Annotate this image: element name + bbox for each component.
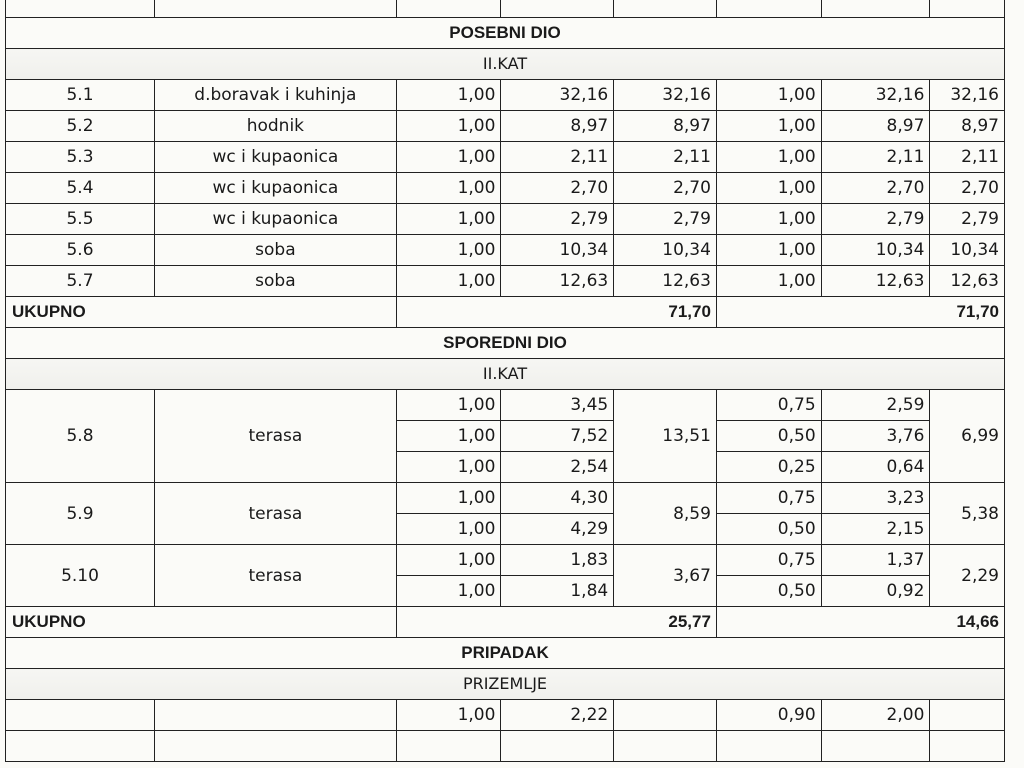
area-subtotal-cell: 2,11 xyxy=(614,142,717,173)
room-number-cell: 5.8 xyxy=(6,390,155,483)
table-row xyxy=(6,545,1005,576)
total-label: UKUPNO xyxy=(6,607,397,638)
empty-cell xyxy=(155,731,397,762)
table-row xyxy=(6,731,1005,762)
coefficient-cell: 1,00 xyxy=(716,266,821,297)
room-number-cell: 5.3 xyxy=(6,142,155,173)
reduced-area-cell: 0,64 xyxy=(821,452,930,483)
floor-header-pripadak xyxy=(6,669,1005,700)
area-subtotal-cell: 12,63 xyxy=(614,266,717,297)
total-label: UKUPNO xyxy=(6,297,397,328)
reduced-subtotal-cell: 10,34 xyxy=(930,235,1005,266)
area-cell: 1,83 xyxy=(501,545,614,576)
reduced-subtotal-cell: 8,97 xyxy=(930,111,1005,142)
section-title: PRIPADAK xyxy=(6,638,1005,669)
room-name-cell: terasa xyxy=(155,483,397,545)
total-row xyxy=(6,607,1005,638)
area-cell: 2,11 xyxy=(501,142,614,173)
coefficient-cell: 0,75 xyxy=(716,545,821,576)
total-reduced-cell: 14,66 xyxy=(716,607,1004,638)
table-row xyxy=(6,80,1005,111)
table-row xyxy=(6,266,1005,297)
reduced-area-cell: 1,37 xyxy=(821,545,930,576)
reduced-subtotal-cell: 2,29 xyxy=(930,545,1005,607)
coefficient-cell: 1,00 xyxy=(396,514,501,545)
section-title: POSEBNI DIO xyxy=(6,18,1005,49)
section-header-posebni xyxy=(6,18,1005,49)
room-name-cell: terasa xyxy=(155,390,397,483)
table-row xyxy=(6,235,1005,266)
room-name-cell: wc i kupaonica xyxy=(155,142,397,173)
reduced-subtotal-cell xyxy=(930,700,1005,731)
room-number-cell: 5.2 xyxy=(6,111,155,142)
area-cell: 2,79 xyxy=(501,204,614,235)
table-row xyxy=(6,142,1005,173)
coefficient-cell: 1,00 xyxy=(716,80,821,111)
coefficient-cell: 0,90 xyxy=(716,700,821,731)
coefficient-cell: 1,00 xyxy=(716,235,821,266)
reduced-subtotal-cell: 2,11 xyxy=(930,142,1005,173)
floor-header-posebni xyxy=(6,49,1005,80)
area-subtotal-cell: 2,70 xyxy=(614,173,717,204)
area-subtotal-cell: 8,59 xyxy=(614,483,717,545)
reduced-subtotal-cell: 2,70 xyxy=(930,173,1005,204)
room-name-cell: d.boravak i kuhinja xyxy=(155,80,397,111)
total-area-cell: 71,70 xyxy=(396,297,716,328)
coefficient-cell: 1,00 xyxy=(396,576,501,607)
reduced-area-cell: 2,79 xyxy=(821,204,930,235)
coefficient-cell: 1,00 xyxy=(396,173,501,204)
total-area-cell: 25,77 xyxy=(396,607,716,638)
reduced-area-cell: 0,92 xyxy=(821,576,930,607)
area-table xyxy=(5,0,1005,762)
floor-title: II.KAT xyxy=(6,49,1005,80)
coefficient-cell: 1,00 xyxy=(396,111,501,142)
room-number-cell: 5.5 xyxy=(6,204,155,235)
room-name-cell: wc i kupaonica xyxy=(155,173,397,204)
coefficient-cell: 0,50 xyxy=(716,514,821,545)
area-cell: 2,22 xyxy=(501,700,614,731)
coefficient-cell: 0,75 xyxy=(716,390,821,421)
area-cell: 32,16 xyxy=(501,80,614,111)
empty-cell xyxy=(501,731,614,762)
reduced-subtotal-cell: 5,38 xyxy=(930,483,1005,545)
section-header-sporedni xyxy=(6,328,1005,359)
coefficient-cell: 1,00 xyxy=(716,142,821,173)
room-number-cell xyxy=(6,700,155,731)
total-row xyxy=(6,297,1005,328)
empty-cell xyxy=(396,731,501,762)
total-reduced-cell: 71,70 xyxy=(716,297,1004,328)
reduced-area-cell: 2,59 xyxy=(821,390,930,421)
reduced-area-cell: 3,76 xyxy=(821,421,930,452)
empty-cell xyxy=(821,731,930,762)
area-subtotal-cell: 13,51 xyxy=(614,390,717,483)
area-cell: 7,52 xyxy=(501,421,614,452)
room-name-cell: wc i kupaonica xyxy=(155,204,397,235)
coefficient-cell: 0,50 xyxy=(716,421,821,452)
table-body xyxy=(6,0,1005,762)
area-cell: 10,34 xyxy=(501,235,614,266)
reduced-area-cell: 2,15 xyxy=(821,514,930,545)
floor-title: PRIZEMLJE xyxy=(6,669,1005,700)
room-name-cell: hodnik xyxy=(155,111,397,142)
coefficient-cell: 1,00 xyxy=(716,111,821,142)
floor-header-sporedni xyxy=(6,359,1005,390)
cut-off-row xyxy=(6,0,1005,18)
table-row xyxy=(6,204,1005,235)
coefficient-cell: 1,00 xyxy=(396,700,501,731)
area-cell: 2,70 xyxy=(501,173,614,204)
area-cell: 1,84 xyxy=(501,576,614,607)
area-cell: 3,45 xyxy=(501,390,614,421)
reduced-subtotal-cell: 32,16 xyxy=(930,80,1005,111)
room-number-cell: 5.4 xyxy=(6,173,155,204)
room-number-cell: 5.1 xyxy=(6,80,155,111)
section-title: SPOREDNI DIO xyxy=(6,328,1005,359)
coefficient-cell: 1,00 xyxy=(396,142,501,173)
area-cell: 12,63 xyxy=(501,266,614,297)
room-name-cell xyxy=(155,700,397,731)
coefficient-cell: 1,00 xyxy=(396,235,501,266)
coefficient-cell: 1,00 xyxy=(716,173,821,204)
area-cell: 8,97 xyxy=(501,111,614,142)
room-name-cell: soba xyxy=(155,235,397,266)
reduced-subtotal-cell: 2,79 xyxy=(930,204,1005,235)
coefficient-cell: 1,00 xyxy=(396,421,501,452)
reduced-area-cell: 8,97 xyxy=(821,111,930,142)
coefficient-cell: 1,00 xyxy=(396,266,501,297)
area-subtotal-cell: 10,34 xyxy=(614,235,717,266)
reduced-area-cell: 2,70 xyxy=(821,173,930,204)
reduced-subtotal-cell: 6,99 xyxy=(930,390,1005,483)
table-row xyxy=(6,111,1005,142)
coefficient-cell: 1,00 xyxy=(396,80,501,111)
area-subtotal-cell: 2,79 xyxy=(614,204,717,235)
coefficient-cell: 1,00 xyxy=(716,204,821,235)
reduced-area-cell: 3,23 xyxy=(821,483,930,514)
empty-cell xyxy=(6,731,155,762)
area-cell: 4,29 xyxy=(501,514,614,545)
section-header-pripadak xyxy=(6,638,1005,669)
area-subtotal-cell: 3,67 xyxy=(614,545,717,607)
empty-cell xyxy=(716,731,821,762)
reduced-area-cell: 12,63 xyxy=(821,266,930,297)
room-number-cell: 5.6 xyxy=(6,235,155,266)
reduced-subtotal-cell: 12,63 xyxy=(930,266,1005,297)
room-number-cell: 5.9 xyxy=(6,483,155,545)
area-subtotal-cell xyxy=(614,700,717,731)
reduced-area-cell: 2,00 xyxy=(821,700,930,731)
reduced-area-cell: 10,34 xyxy=(821,235,930,266)
coefficient-cell: 1,00 xyxy=(396,390,501,421)
coefficient-cell: 1,00 xyxy=(396,452,501,483)
table-row xyxy=(6,390,1005,421)
reduced-area-cell: 2,11 xyxy=(821,142,930,173)
coefficient-cell: 1,00 xyxy=(396,204,501,235)
table-row xyxy=(6,700,1005,731)
coefficient-cell: 0,75 xyxy=(716,483,821,514)
area-cell: 4,30 xyxy=(501,483,614,514)
coefficient-cell: 0,25 xyxy=(716,452,821,483)
room-number-cell: 5.7 xyxy=(6,266,155,297)
room-number-cell: 5.10 xyxy=(6,545,155,607)
reduced-area-cell: 32,16 xyxy=(821,80,930,111)
area-cell: 2,54 xyxy=(501,452,614,483)
floor-title: II.KAT xyxy=(6,359,1005,390)
room-name-cell: terasa xyxy=(155,545,397,607)
area-subtotal-cell: 32,16 xyxy=(614,80,717,111)
coefficient-cell: 1,00 xyxy=(396,483,501,514)
empty-cell xyxy=(930,731,1005,762)
room-name-cell: soba xyxy=(155,266,397,297)
coefficient-cell: 0,50 xyxy=(716,576,821,607)
empty-cell xyxy=(614,731,717,762)
table-row xyxy=(6,173,1005,204)
table-row xyxy=(6,483,1005,514)
area-subtotal-cell: 8,97 xyxy=(614,111,717,142)
coefficient-cell: 1,00 xyxy=(396,545,501,576)
